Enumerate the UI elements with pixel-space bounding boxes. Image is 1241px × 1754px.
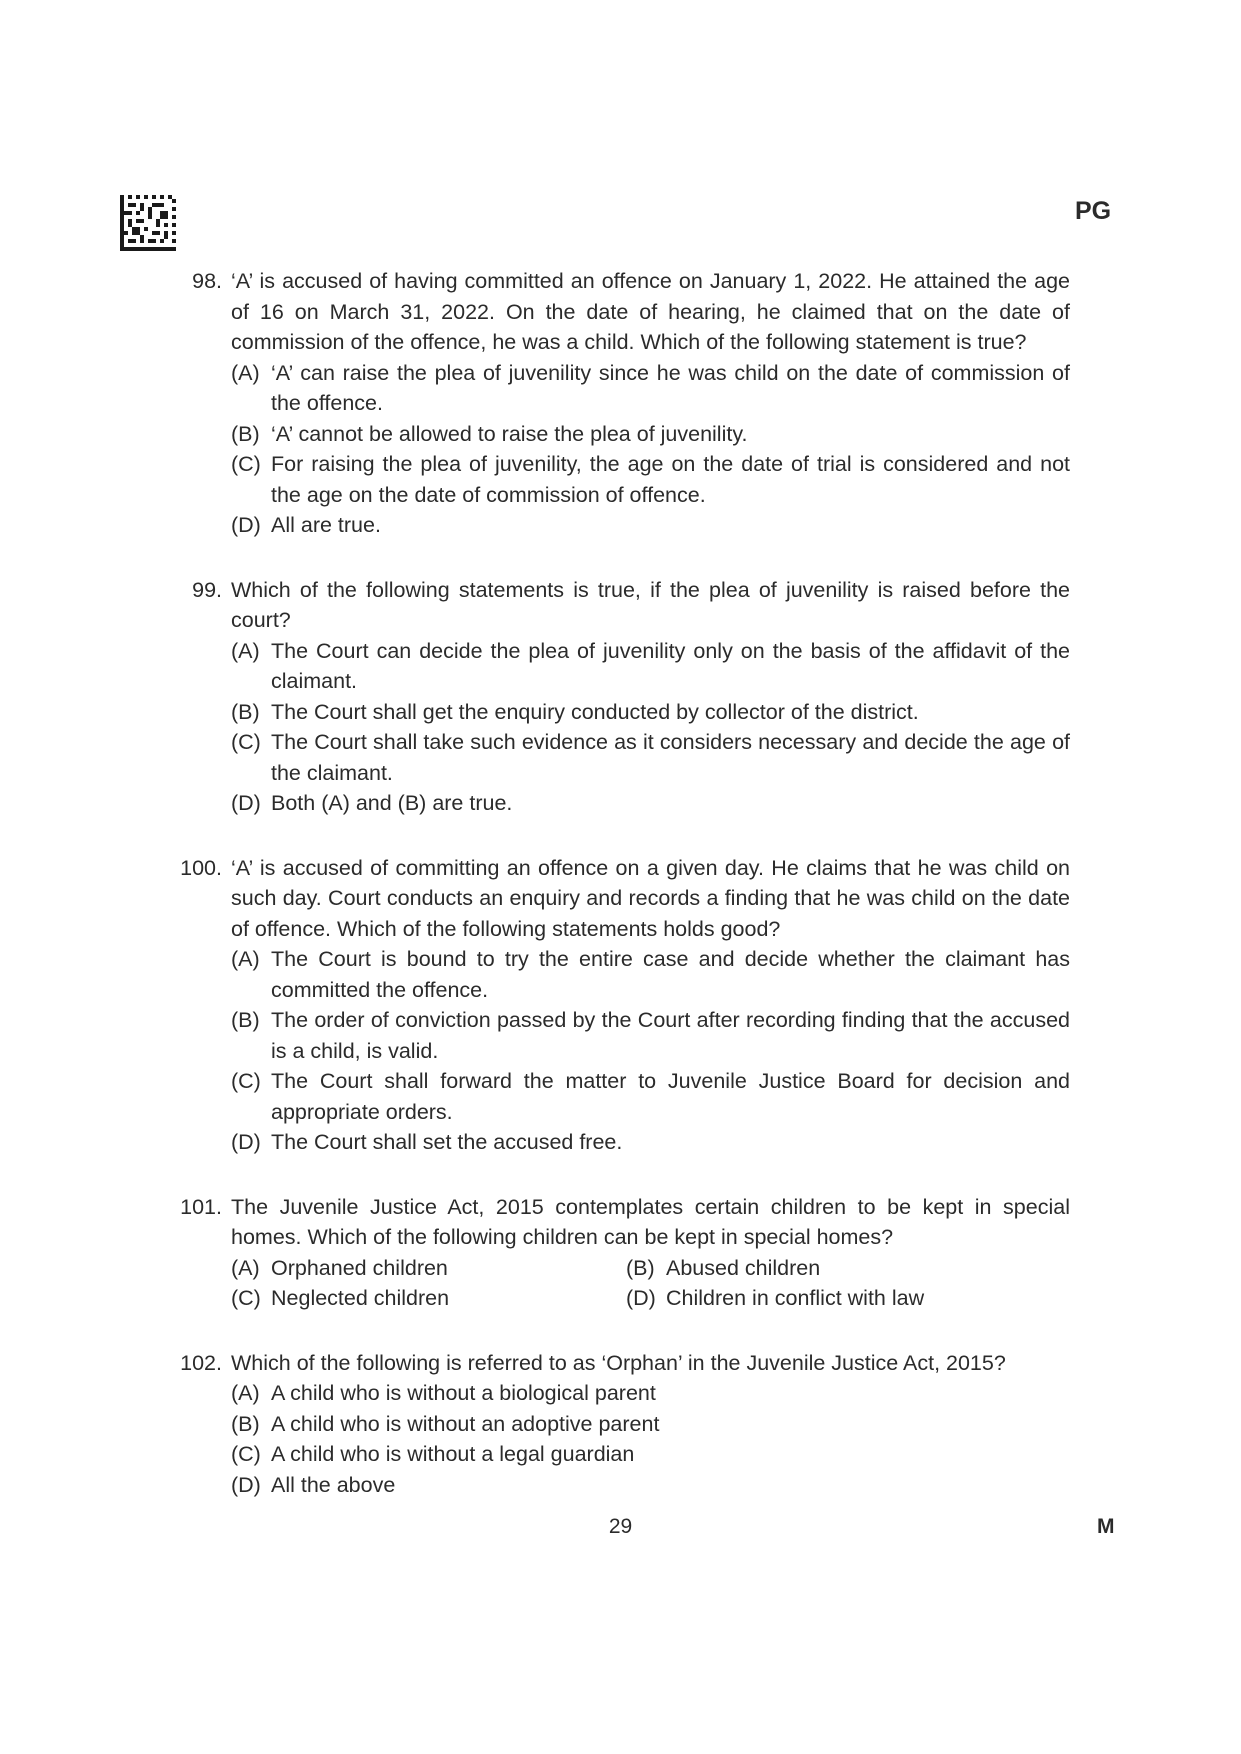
option-label: (C) xyxy=(231,452,261,476)
option-a xyxy=(231,1253,626,1284)
option-text: ‘A’ can raise the plea of juvenility since he was child on the date of commission of the offence. xyxy=(271,360,1070,415)
option-text: The Court can decide the plea of juvenility only on the basis of the affidavit of the claimant. xyxy=(271,638,1070,693)
option-a xyxy=(231,944,1070,1005)
option-text: Orphaned children xyxy=(271,1255,448,1280)
option-label: (C) xyxy=(231,1442,261,1466)
option-label: (D) xyxy=(231,1472,261,1497)
question-102 xyxy=(160,1348,1070,1501)
option-label: (B) xyxy=(231,699,260,724)
option-label: (A) xyxy=(231,1255,260,1280)
option-text: A child who is without an adoptive parent xyxy=(271,1411,660,1436)
option-c xyxy=(231,1283,626,1314)
option-text: All are true. xyxy=(271,513,381,537)
option-text: The Court shall forward the matter to Juvenile Justice Board for decision and appropriate orders. xyxy=(271,1069,1070,1124)
option-text: Neglected children xyxy=(271,1286,450,1310)
page-number: 29 xyxy=(608,1515,633,1538)
question-text: Which of the following statements is true, if the plea of juvenility is raised before the court? xyxy=(231,577,1070,632)
option-label: (B) xyxy=(231,1008,260,1032)
question-text: ‘A’ is accused of committing an offence on a given day. He claims that he was child on such day. Court conducts an enquiry and records a finding that he was child on the date of offence. Which of the following statements holds good? xyxy=(231,855,1070,941)
series-code: M xyxy=(1097,1515,1115,1538)
option-label: (B) xyxy=(231,1411,260,1436)
option-label: (D) xyxy=(231,1130,261,1154)
option-grid xyxy=(231,1253,1070,1314)
option-label: (C) xyxy=(231,730,261,754)
qr-code-icon xyxy=(120,195,176,251)
option-text: Children in conflict with law xyxy=(666,1286,925,1310)
option-d xyxy=(231,788,1070,819)
option-a xyxy=(231,636,1070,697)
booklet-code: PG xyxy=(1075,197,1112,225)
option-label: (D) xyxy=(626,1286,656,1310)
question-98 xyxy=(160,266,1070,541)
option-label: (B) xyxy=(626,1255,655,1280)
option-text: The order of conviction passed by the Court after recording finding that the accused is a child, is valid. xyxy=(271,1008,1070,1063)
question-number: 100. xyxy=(180,855,222,880)
option-text: The Court is bound to try the entire case and decide whether the claimant has committed the offence. xyxy=(271,947,1070,1002)
option-text: ‘A’ cannot be allowed to raise the plea of juvenility. xyxy=(271,421,748,446)
question-text: ‘A’ is accused of having committed an offence on January 1, 2022. He attained the age of 16 on March 31, 2022. On the date of hearing, he claimed that on the date of commission of the offence, he was a child. Which of the following statement is true? xyxy=(231,269,1070,354)
option-a xyxy=(231,358,1070,419)
option-text: The Court shall get the enquiry conducted by collector of the district. xyxy=(271,699,919,724)
option-c xyxy=(231,1066,1070,1127)
option-c xyxy=(231,1439,1070,1470)
option-label: (A) xyxy=(231,360,260,385)
question-number: 101. xyxy=(180,1194,222,1219)
option-label: (B) xyxy=(231,421,260,446)
question-number: 102. xyxy=(180,1350,222,1375)
question-100 xyxy=(160,853,1070,1158)
option-d xyxy=(231,1470,1070,1501)
option-c xyxy=(231,449,1070,510)
option-b xyxy=(231,1409,1070,1440)
question-text: Which of the following is referred to as ‘Orphan’ in the Juvenile Justice Act, 2015? xyxy=(231,1350,1006,1375)
option-label: (A) xyxy=(231,1381,260,1405)
question-101 xyxy=(160,1192,1070,1314)
question-number: 99. xyxy=(192,577,222,602)
option-b xyxy=(231,697,1070,728)
option-text: All the above xyxy=(271,1472,396,1497)
option-label: (A) xyxy=(231,638,260,663)
option-d xyxy=(626,1283,1070,1314)
option-text: Abused children xyxy=(666,1255,821,1280)
option-text: A child who is without a legal guardian xyxy=(271,1442,635,1466)
option-label: (C) xyxy=(231,1069,261,1093)
option-c xyxy=(231,727,1070,788)
option-d xyxy=(231,510,1070,541)
option-b xyxy=(231,1005,1070,1066)
option-label: (D) xyxy=(231,791,261,815)
option-label: (D) xyxy=(231,513,261,537)
option-text: A child who is without a biological parent xyxy=(271,1381,656,1405)
question-number: 98. xyxy=(192,269,222,293)
option-label: (A) xyxy=(231,947,260,971)
option-text: Both (A) and (B) are true. xyxy=(271,791,513,815)
option-text: For raising the plea of juvenility, the age on the date of trial is considered and not the age on the date of commission of offence. xyxy=(271,452,1070,507)
question-list xyxy=(160,266,1070,1534)
question-text: The Juvenile Justice Act, 2015 contemplates certain children to be kept in special homes. Which of the following children can be kept in special homes? xyxy=(231,1194,1070,1249)
option-d xyxy=(231,1127,1070,1158)
option-label: (C) xyxy=(231,1286,261,1310)
option-a xyxy=(231,1378,1070,1409)
question-99 xyxy=(160,575,1070,819)
option-text: The Court shall take such evidence as it considers necessary and decide the age of the claimant. xyxy=(271,730,1070,785)
option-text: The Court shall set the accused free. xyxy=(271,1130,623,1154)
option-b xyxy=(231,419,1070,450)
option-b xyxy=(626,1253,1070,1284)
